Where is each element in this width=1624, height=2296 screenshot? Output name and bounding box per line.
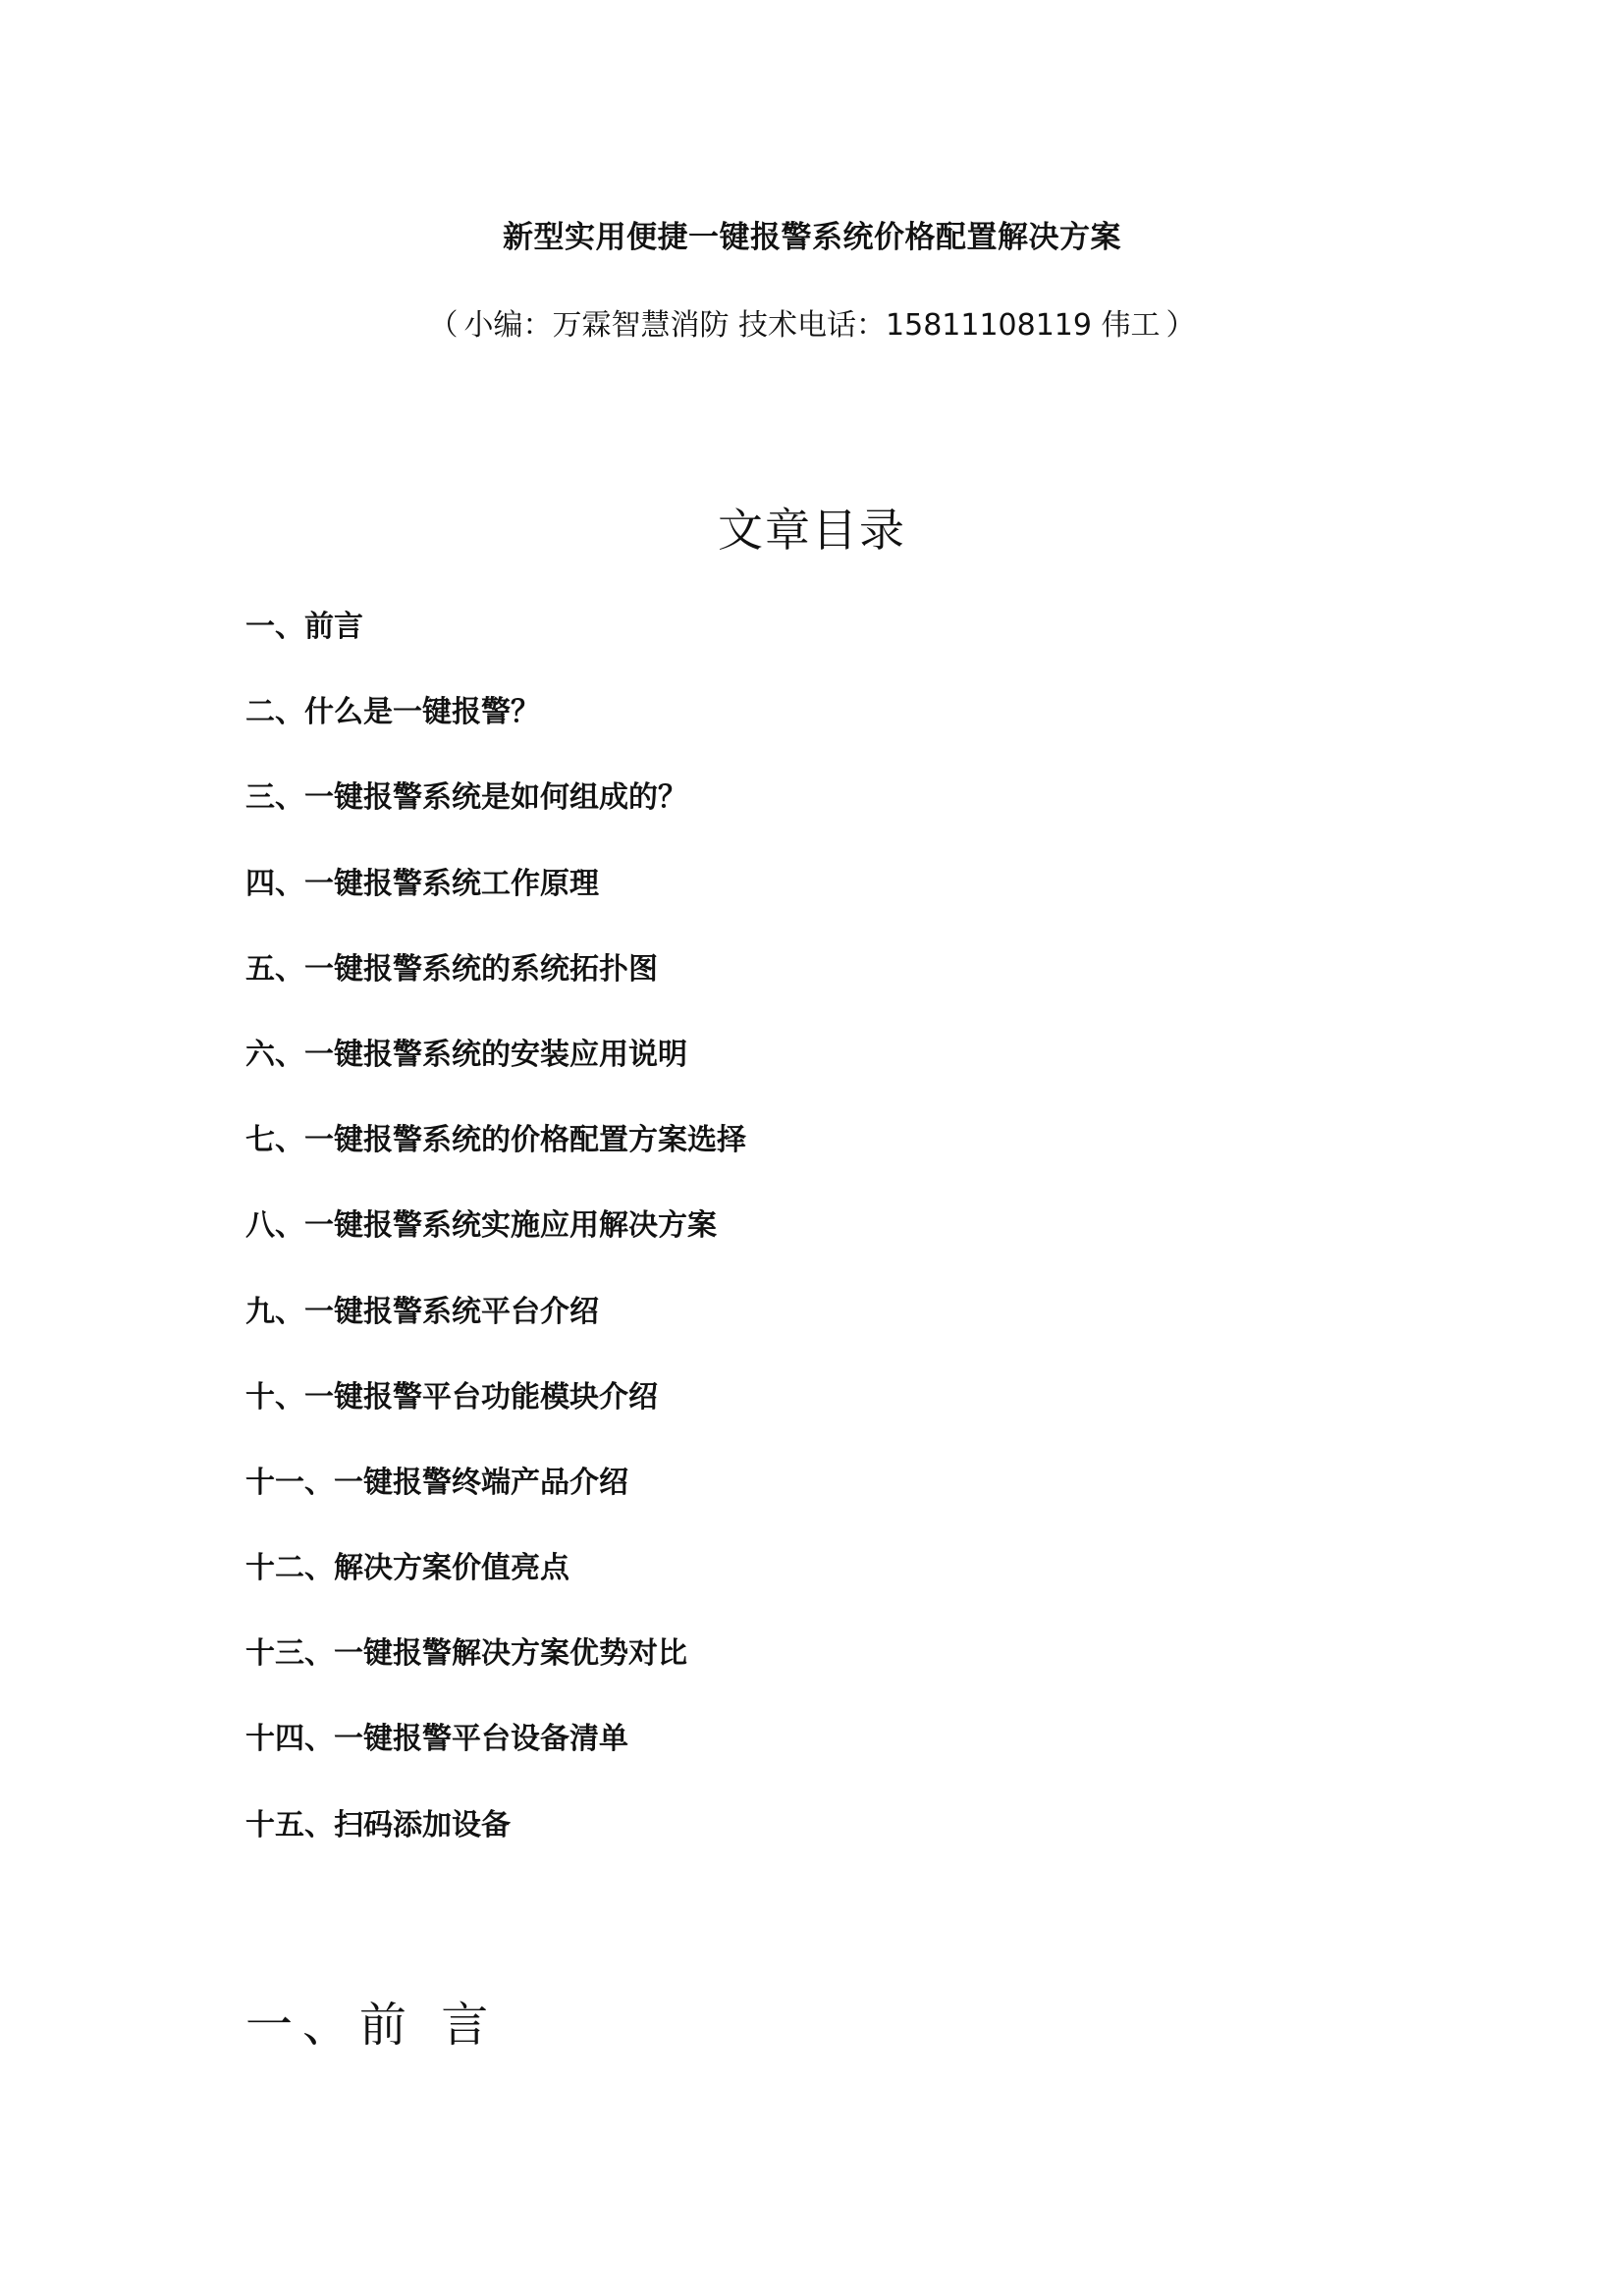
- toc-item[interactable]: 十四、一键报警平台设备清单: [245, 1722, 628, 1757]
- toc-item[interactable]: 九、一键报警系统平台介绍: [245, 1294, 599, 1329]
- toc-item[interactable]: 十二、解决方案价值亮点: [245, 1551, 569, 1586]
- toc-item[interactable]: 二、什么是一键报警？: [245, 695, 540, 730]
- document-title: 新型实用便捷一键报警系统价格配置解决方案: [503, 220, 1121, 255]
- document-subtitle: [0, 306, 1624, 346]
- toc-item[interactable]: 三、一键报警系统是如何组成的？: [245, 780, 687, 816]
- subtitle-text: 小编：万霖智慧消防 技术电话：15811108119 伟工: [463, 308, 1161, 343]
- subtitle-open-paren: （: [428, 308, 459, 343]
- toc-item[interactable]: 十五、扫码添加设备: [245, 1807, 511, 1842]
- toc-item[interactable]: 八、一键报警系统实施应用解决方案: [245, 1208, 717, 1244]
- toc-item[interactable]: 十三、一键报警解决方案优势对比: [245, 1636, 687, 1672]
- subtitle-close-paren: ）: [1165, 308, 1196, 343]
- toc-item[interactable]: 六、一键报警系统的安装应用说明: [245, 1037, 687, 1072]
- toc-item[interactable]: 一、前言: [245, 610, 363, 644]
- section-heading-preface: 一、前 言: [245, 1998, 499, 2053]
- toc-item[interactable]: 七、一键报警系统的价格配置方案选择: [245, 1123, 746, 1158]
- toc-heading: 文章目录: [718, 504, 906, 557]
- toc-item[interactable]: 五、一键报警系统的系统拓扑图: [245, 951, 658, 987]
- toc-item[interactable]: 四、一键报警系统工作原理: [245, 866, 599, 901]
- toc-item[interactable]: 十、一键报警平台功能模块介绍: [245, 1379, 658, 1415]
- table-of-contents: [245, 605, 746, 1889]
- toc-item[interactable]: 十一、一键报警终端产品介绍: [245, 1465, 628, 1500]
